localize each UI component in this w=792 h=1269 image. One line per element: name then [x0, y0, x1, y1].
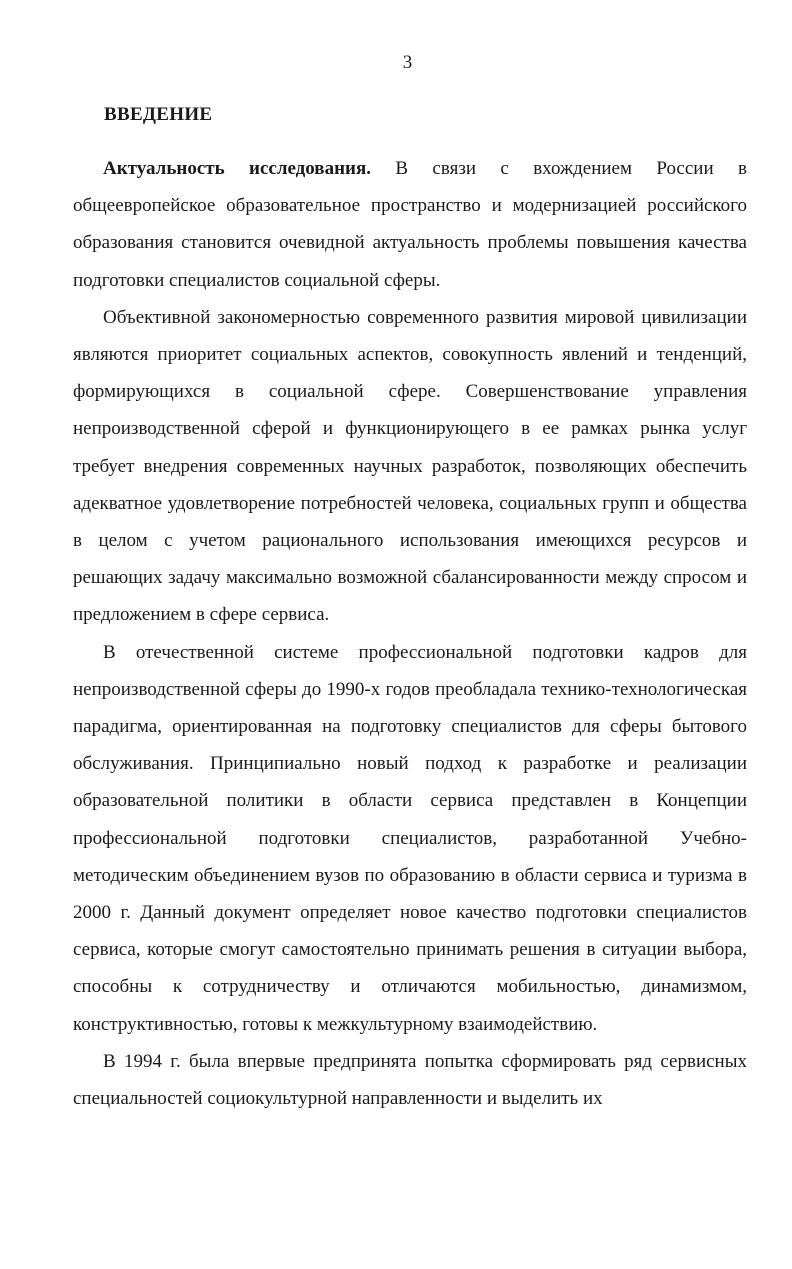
body-text [73, 150, 747, 1117]
paragraph-lead: Актуальность исследования. [103, 158, 371, 179]
page-number: 3 [402, 52, 413, 73]
paragraph-domestic-system: В отечественной системе профессиональной подготовки кадров для непроизводственной сферы до 1990-х годов преобладала технико-технологическая парадигма, ориентированная на подготовку специалистов для сферы бытового обслуживания. Принципиально новый подход к разработке и реализации образовательной политики в области сервиса представлен в Концепции профессиональной подготовки специалистов, разработанной Учебно-методическим объединением вузов по образованию в области сервиса и туризма в 2000 г. Данный документ определяет новое качество подготовки специалистов сервиса, которые смогут самостоятельно принимать решения в ситуации выбора, способны к сотрудничеству и отличаются мобильностью, динамизмом, конструктивностью, готовы к межкультурному взаимодействию. [73, 641, 747, 1035]
paragraph-relevance [73, 150, 747, 299]
paragraph-1994: В 1994 г. была впервые предпринята попытка сформировать ряд сервисных специальностей социокультурной направленности и выделить их [73, 1050, 747, 1110]
paragraph-regularity: Объективной закономерностью современного развития мировой цивилизации являются приоритет социальных аспектов, совокупность явлений и тенденций, формирующихся в социальной сфере. Совершенствование управления непроизводственной сферой и функционирующего в ее рамках рынка услуг требует внедрения современных научных разработок, позволяющих обеспечить адекватное удовлетворение потребностей человека, социальных групп и общества в целом с учетом рационального использования имеющихся ресурсов и решающих задачу максимально возможной сбалансированности между спросом и предложением в сфере сервиса. [73, 306, 747, 626]
paragraph-text: В связи с вхождением России в общеевропейское образовательное пространство и модернизацией российского образования становится очевидной актуальность проблемы повышения качества подготовки специалистов социальной сферы. [73, 158, 747, 291]
section-heading: ВВЕДЕНИЕ [104, 104, 213, 125]
